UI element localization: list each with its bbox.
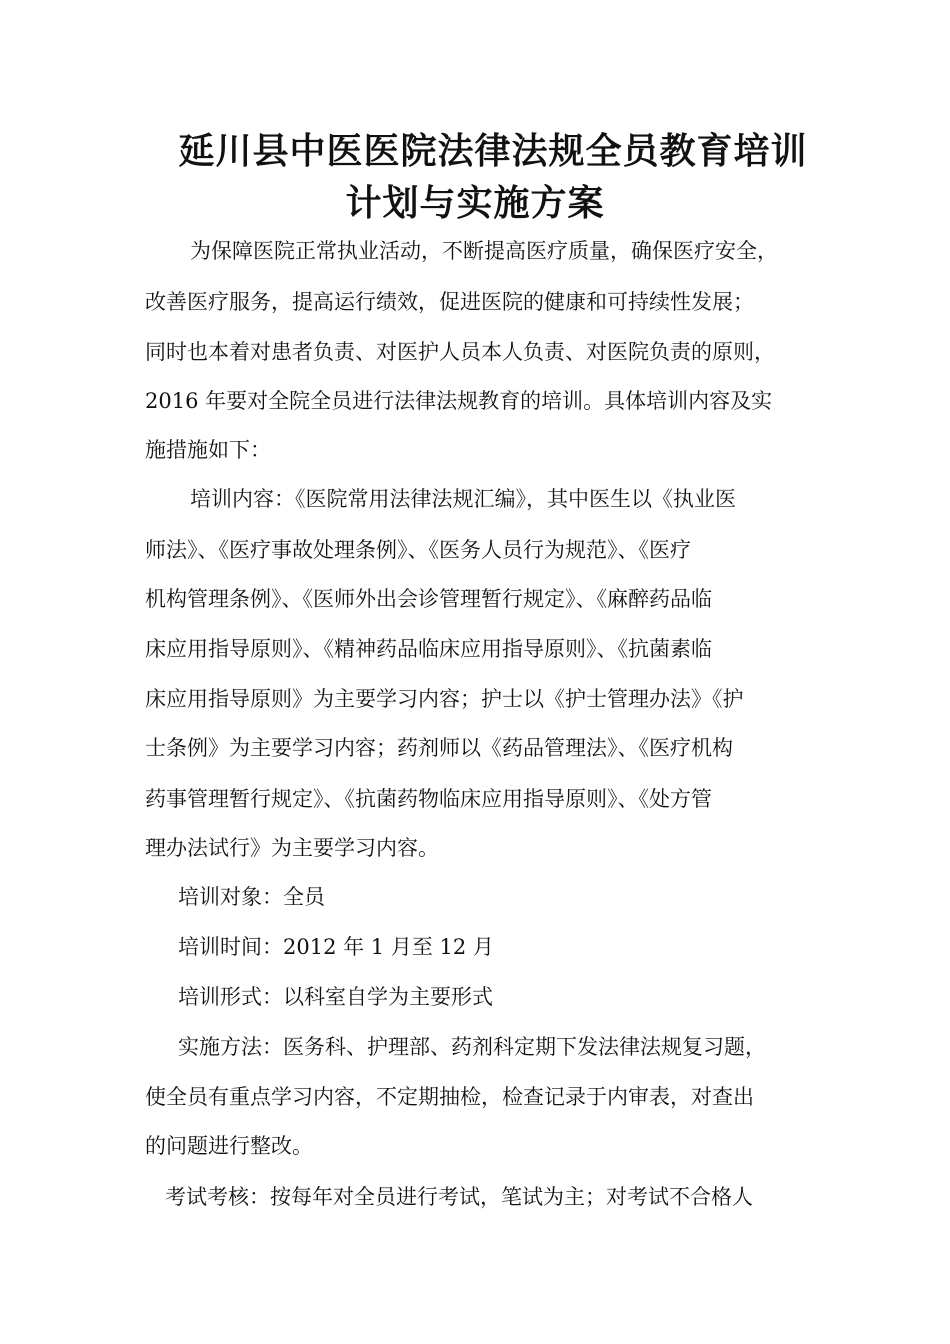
training-time-line: 培训时间：2012 年 1 月至 12 月 xyxy=(178,935,494,959)
content-line: 培训内容：《医院常用法律法规汇编》，其中医生以《执业医 xyxy=(190,487,736,511)
content-line: 理办法试行》为主要学习内容。 xyxy=(145,836,439,860)
training-form-line: 培训形式：以科室自学为主要形式 xyxy=(178,985,493,1009)
content-line: 士条例》为主要学习内容；药剂师以《药品管理法》、《医疗机构 xyxy=(145,736,733,760)
content-line: 师法》、《医疗事故处理条例》、《医务人员行为规范》、《医疗 xyxy=(145,538,691,562)
content-line: 药事管理暂行规定》、《抗菌药物临床应用指导原则》、《处方管 xyxy=(145,787,712,811)
content-line: 床应用指导原则》为主要学习内容；护士以《护士管理办法》《护 xyxy=(145,687,744,711)
document-title-line2: 计划与实施方案 xyxy=(345,183,605,224)
intro-line: 2016 年要对全院全员进行法律法规教育的培训。具体培训内容及实 xyxy=(145,389,773,413)
content-line: 机构管理条例》、《医师外出会诊管理暂行规定》、《麻醉药品临 xyxy=(145,587,712,611)
content-line: 床应用指导原则》、《精神药品临床应用指导原则》、《抗菌素临 xyxy=(145,637,712,661)
intro-line: 施措施如下： xyxy=(145,438,271,462)
method-line: 实施方法：医务科、护理部、药剂科定期下发法律法规复习题， xyxy=(178,1035,766,1059)
method-line: 的问题进行整改。 xyxy=(145,1134,313,1158)
exam-line: 考试考核：按每年对全员进行考试，笔试为主；对考试不合格人 xyxy=(165,1185,753,1209)
intro-line: 同时也本着对患者负责、对医护人员本人负责、对医院负责的原则， xyxy=(145,340,775,364)
document-title-line1: 延川县中医医院法律法规全员教育培训 xyxy=(178,131,808,172)
method-line: 使全员有重点学习内容，不定期抽检，检查记录于内审表，对查出 xyxy=(145,1085,754,1109)
intro-line: 改善医疗服务，提高运行绩效，促进医院的健康和可持续性发展； xyxy=(145,290,754,314)
training-target-line: 培训对象：全员 xyxy=(178,885,325,909)
intro-line: 为保障医院正常执业活动，不断提高医疗质量，确保医疗安全， xyxy=(190,239,778,263)
